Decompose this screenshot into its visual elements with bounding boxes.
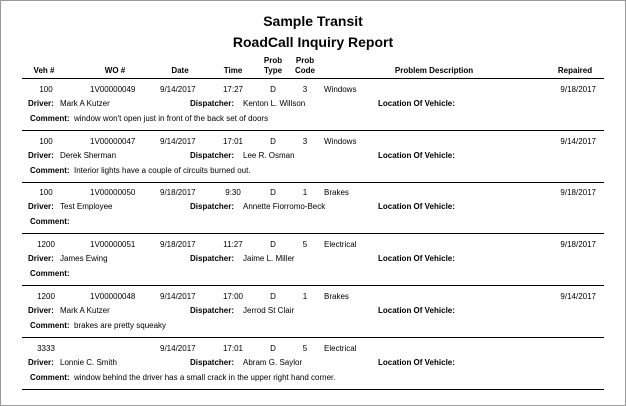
record-dispatcher: Kenton L. Willson: [243, 99, 306, 108]
record-prob-code: 5: [302, 240, 308, 250]
record-time: 17:01: [222, 343, 244, 353]
driver-label: Driver:: [28, 357, 54, 367]
report-company: Sample Transit: [263, 13, 363, 29]
comment-label: Comment:: [30, 372, 70, 382]
record-date: 9/14/2017: [160, 136, 196, 146]
dispatcher-label: Dispatcher:: [190, 202, 235, 212]
record-veh: 100: [39, 85, 53, 94]
col-veh-header: Veh #: [33, 66, 55, 75]
record-prob-type: D: [270, 343, 276, 353]
record-comment: brakes are pretty squeaky: [74, 320, 167, 330]
record-4: [0, 235, 626, 287]
record-6: [0, 339, 626, 391]
record-prob-code: 3: [302, 85, 308, 94]
record-driver: Test Employee: [60, 202, 113, 212]
record-3: [0, 183, 626, 235]
col-prob-type-header-2: Type: [263, 66, 283, 75]
col-problem-description-header: Problem Description: [394, 66, 474, 75]
record-time: 11:27: [223, 240, 243, 250]
record-prob-type: D: [270, 85, 276, 94]
record-veh: 100: [39, 188, 53, 198]
record-time: 17:27: [222, 85, 244, 94]
dispatcher-label: Dispatcher:: [190, 150, 235, 160]
record-time: 17:01: [222, 136, 244, 146]
record-prob-type: D: [270, 240, 276, 250]
record-time: 17:00: [222, 291, 244, 301]
record-description: Electrical: [324, 240, 357, 250]
record-date: 9/18/2017: [160, 188, 196, 198]
comment-label: Comment:: [30, 269, 70, 279]
record-date: 9/14/2017: [160, 85, 196, 94]
dispatcher-label: Dispatcher:: [190, 305, 235, 315]
record-repaired: 9/18/2017: [560, 240, 596, 250]
record-veh: 100: [39, 136, 53, 146]
record-dispatcher: Abram G. Saylor: [243, 357, 303, 367]
dispatcher-label: Dispatcher:: [190, 99, 235, 108]
record-wo: 1V00000050: [90, 188, 136, 198]
col-time-header: Time: [223, 66, 243, 75]
record-5: [0, 287, 626, 339]
driver-label: Driver:: [28, 202, 54, 212]
record-repaired: 9/14/2017: [560, 291, 596, 301]
report-title: RoadCall Inquiry Report: [232, 34, 394, 50]
record-dispatcher: Lee R. Osman: [243, 150, 295, 160]
record-prob-type: D: [270, 291, 276, 301]
driver-label: Driver:: [28, 99, 54, 108]
location-label: Location Of Vehicle:: [378, 254, 455, 264]
record-description: Brakes: [324, 188, 349, 198]
record-repaired: 9/14/2017: [560, 136, 596, 146]
col-date-header: Date: [171, 66, 189, 75]
comment-label: Comment:: [30, 165, 70, 175]
record-wo: 1V00000048: [90, 291, 136, 301]
header-rule: [22, 78, 604, 79]
driver-label: Driver:: [28, 150, 54, 160]
record-dispatcher: Jerrod St Clair: [243, 305, 295, 315]
col-wo-header: WO #: [104, 66, 126, 75]
location-label: Location Of Vehicle:: [378, 99, 455, 108]
record-prob-code: 1: [302, 188, 308, 198]
dispatcher-label: Dispatcher:: [190, 357, 235, 367]
record-description: Windows: [324, 136, 357, 146]
record-time: 9:30: [225, 188, 241, 198]
comment-label: Comment:: [30, 217, 70, 227]
record-1: [0, 80, 626, 132]
record-prob-code: 1: [302, 291, 308, 301]
record-veh: 1200: [37, 291, 55, 301]
location-label: Location Of Vehicle:: [378, 305, 455, 315]
location-label: Location Of Vehicle:: [378, 150, 455, 160]
record-driver: Mark A Kutzer: [60, 305, 110, 315]
record-prob-type: D: [270, 136, 276, 146]
record-comment: window won't open just in front of the back set of doors: [74, 114, 269, 123]
record-date: 9/14/2017: [160, 343, 196, 353]
record-description: Electrical: [324, 343, 357, 353]
record-repaired: 9/18/2017: [560, 188, 596, 198]
record-repaired: 9/18/2017: [560, 85, 596, 94]
record-date: 9/18/2017: [160, 240, 196, 250]
dispatcher-label: Dispatcher:: [190, 254, 235, 264]
comment-label: Comment:: [30, 320, 70, 330]
col-prob-code-header-2: Code: [295, 66, 315, 75]
record-wo: 1V00000051: [90, 240, 136, 250]
record-driver: Derek Sherman: [60, 150, 117, 160]
record-dispatcher: Jaime L. Miller: [243, 254, 295, 264]
record-wo: 1V00000049: [90, 85, 136, 94]
col-prob-code-header-1: Prob: [295, 56, 315, 65]
record-rule: [22, 389, 604, 390]
record-driver: Lonnie C. Smith: [60, 357, 117, 367]
col-prob-type-header-1: Prob: [263, 56, 283, 65]
comment-label: Comment:: [30, 114, 70, 123]
record-prob-code: 3: [302, 136, 308, 146]
record-driver: James Ewing: [60, 254, 108, 264]
record-prob-code: 5: [302, 343, 308, 353]
record-driver: Mark A Kutzer: [60, 99, 110, 108]
location-label: Location Of Vehicle:: [378, 202, 455, 212]
record-description: Windows: [324, 85, 357, 94]
record-date: 9/14/2017: [160, 291, 196, 301]
record-2: [0, 132, 626, 184]
record-veh: 3333: [37, 343, 55, 353]
col-repaired-header: Repaired: [557, 66, 593, 75]
record-veh: 1200: [37, 240, 55, 250]
driver-label: Driver:: [28, 254, 54, 264]
record-comment: window behind the driver has a small crack in the upper right hand corner.: [74, 372, 336, 382]
record-comment: Interior lights have a couple of circuits burned out.: [74, 165, 251, 175]
driver-label: Driver:: [28, 305, 54, 315]
location-label: Location Of Vehicle:: [378, 357, 455, 367]
record-description: Brakes: [324, 291, 349, 301]
record-dispatcher: Annette Fiorromo-Beck: [243, 202, 326, 212]
record-prob-type: D: [270, 188, 276, 198]
record-wo: 1V00000047: [90, 136, 136, 146]
